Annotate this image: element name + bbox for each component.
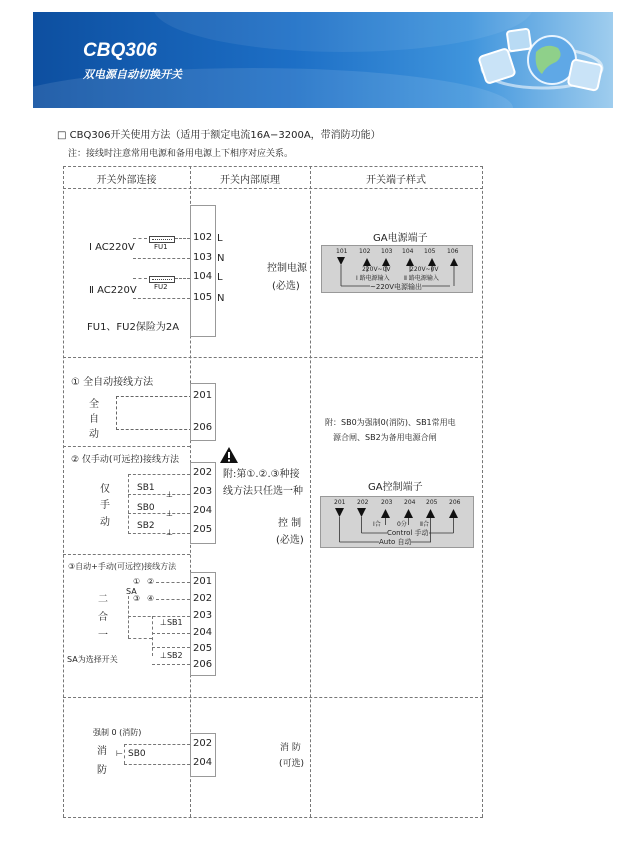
terminal-number: 205 <box>193 643 213 654</box>
wire <box>128 513 190 514</box>
switch-note: 附：SB0为强制0(消防)、SB1常用电 <box>325 418 456 427</box>
terminal-tag: L <box>217 233 223 244</box>
table-border <box>482 166 483 817</box>
selector-node: ④ <box>147 594 155 603</box>
selector-switch-note: SA为选择开关 <box>67 655 118 664</box>
source-1-label: Ⅰ AC220V <box>89 242 135 253</box>
fire-function-optional: (可选) <box>279 759 305 769</box>
ga-auto-label: Auto 自动 <box>379 538 412 546</box>
method-label-char: 自 <box>89 414 99 425</box>
method-label-char: 手 <box>100 500 110 511</box>
fuse-icon <box>149 236 175 243</box>
switch-contact-icon: ⊥ <box>166 528 173 537</box>
ga-position-label: Ⅰ合 <box>373 521 381 528</box>
terminal-tag: N <box>217 293 225 304</box>
wire <box>156 599 190 600</box>
wiring-note: 注：接线时注意常用电源和备用电源上下相序对应关系。 <box>68 149 294 159</box>
switch-contact-icon: ⊥ <box>166 490 173 499</box>
wire <box>133 238 147 239</box>
terminal-number: 204 <box>193 505 213 516</box>
switch-contact-icon: ⊥ <box>160 651 167 660</box>
terminal-number: 201 <box>193 576 213 587</box>
ga-terminal-number: 103 <box>381 248 393 255</box>
ga-terminal-number: 104 <box>402 248 414 255</box>
switch-contact-icon: ⊥ <box>160 618 167 627</box>
terminal-number: 104 <box>193 271 213 282</box>
ga-terminal-number: 204 <box>404 499 416 506</box>
wire <box>152 616 153 656</box>
terminal-number: 103 <box>193 252 213 263</box>
terminal-number: 202 <box>193 467 213 478</box>
ga-terminal-number: 105 <box>424 248 436 255</box>
control-label: 控 制 <box>278 518 302 529</box>
wire <box>175 278 190 279</box>
terminal-number: 102 <box>193 232 213 243</box>
terminal-number: 202 <box>193 738 213 749</box>
fire-label-char: 消 <box>97 746 107 757</box>
switch-label: SB0 <box>137 503 155 513</box>
terminal-number: 204 <box>193 757 213 768</box>
ga-terminal-number: 202 <box>357 499 369 506</box>
table-border <box>310 166 311 817</box>
fuse-label: FU2 <box>154 283 168 291</box>
terminal-number: 206 <box>193 422 213 433</box>
terminal-number: 205 <box>193 524 213 535</box>
method-label-char: 仅 <box>100 484 110 495</box>
ga-manual-label: Control 手动 <box>387 529 429 537</box>
terminal-tag: L <box>217 272 223 283</box>
wire <box>133 258 190 259</box>
switch-label-text: SB2 <box>166 651 183 660</box>
fire-label-char: 防 <box>97 765 107 776</box>
table-border <box>63 817 483 818</box>
wire <box>152 647 190 648</box>
method-3-title: ③自动+手动(可远控)接线方法 <box>68 562 177 571</box>
terminal-number: 202 <box>193 593 213 604</box>
selector-node: ② <box>147 577 155 586</box>
wire <box>124 764 190 765</box>
warning-icon <box>220 447 238 463</box>
fuse-icon <box>149 276 175 283</box>
control-power-label: 控制电源 <box>267 263 307 274</box>
ga-terminal-number: 201 <box>334 499 346 506</box>
ga-terminal-number: 106 <box>447 248 459 255</box>
product-subtitle: 双电源自动切换开关 <box>83 68 182 81</box>
wire <box>124 744 190 745</box>
fuse-note: FU1、FU2保险为2A <box>87 322 180 333</box>
switch-label: SB2 <box>137 521 155 531</box>
ga-position-label: Ⅱ合 <box>420 521 429 528</box>
ga-terminal-number: 206 <box>449 499 461 506</box>
wire <box>128 533 190 534</box>
wire <box>128 638 152 639</box>
wire <box>133 298 190 299</box>
ga-input-label: Ⅰ 路电源输入 <box>356 275 390 282</box>
table-border <box>63 357 483 358</box>
wire <box>128 474 190 475</box>
selector-node: ① <box>133 577 141 586</box>
auto-wiring-loop <box>116 396 192 430</box>
ga-power-terminal <box>321 245 473 293</box>
ga-terminal-number: 102 <box>359 248 371 255</box>
method-label-char: 一 <box>98 630 108 641</box>
ga-control-title: GA控制端子 <box>368 482 423 493</box>
ga-terminal-number: 101 <box>336 248 348 255</box>
terminal-number: 201 <box>193 390 213 401</box>
force-zero-label: 强制 0 (消防) <box>93 728 142 737</box>
switch-contact-icon: ⊥ <box>166 509 173 518</box>
header-banner <box>33 12 613 108</box>
ga-terminal-number: 205 <box>426 499 438 506</box>
switch-label: SB1 <box>137 483 155 493</box>
section-divider <box>63 554 190 555</box>
ga-voltage-label: 220V~0V <box>362 266 391 273</box>
source-2-label: Ⅱ AC220V <box>89 285 137 296</box>
wire <box>156 582 190 583</box>
terminal-number: 105 <box>193 292 213 303</box>
wire <box>152 664 190 665</box>
ga-power-title: GA电源端子 <box>373 233 428 244</box>
table-border <box>63 166 483 167</box>
terminal-number: 204 <box>193 627 213 638</box>
wire <box>133 278 147 279</box>
method-label-char: 动 <box>89 429 99 440</box>
terminal-number: 206 <box>193 659 213 670</box>
table-border <box>63 697 483 698</box>
section-divider <box>63 446 190 447</box>
control-required: (必选) <box>276 535 304 546</box>
switch-contact-icon: ⊢ <box>116 749 123 758</box>
table-border <box>63 166 64 817</box>
ga-voltage-label: 220V~0V <box>410 266 439 273</box>
method-label-char: 二 <box>98 594 108 605</box>
wire <box>128 616 190 617</box>
control-power-required: (必选) <box>272 281 300 292</box>
wire <box>124 744 125 764</box>
column-header: 开关内部原理 <box>220 175 280 186</box>
method-2-title: ② 仅手动(可远控)接线方法 <box>71 455 179 465</box>
switch-note: 源合闸、SB2为备用电源合闸 <box>333 433 437 442</box>
product-title: CBQ306 <box>83 40 157 61</box>
ga-output-label: ~220V电源输出 <box>370 283 423 291</box>
wire <box>152 633 190 634</box>
fire-function-label: 消 防 <box>280 743 301 753</box>
wire <box>128 596 129 638</box>
wire <box>128 494 190 495</box>
selector-switch-label: SA <box>126 587 137 596</box>
wire <box>175 238 190 239</box>
switch-label-text: SB1 <box>166 618 183 627</box>
selector-node: ③ <box>133 594 141 603</box>
warning-text: 线方法只任选一种 <box>223 486 303 497</box>
warning-text: 附:第①.②.③种接 <box>223 469 300 480</box>
switch-label: SB0 <box>128 749 146 759</box>
switch-label <box>160 618 183 627</box>
ga-terminal-number: 203 <box>381 499 393 506</box>
table-border <box>63 188 483 189</box>
ga-input-label: Ⅱ 路电源输入 <box>404 275 439 282</box>
switch-label <box>160 651 183 660</box>
method-label-char: 动 <box>100 517 110 528</box>
fuse-label: FU1 <box>154 243 168 251</box>
ga-control-terminal <box>320 496 474 548</box>
usage-heading: □ CBQ306开关使用方法（适用于额定电流16A−3200A，带消防功能） <box>57 130 381 141</box>
column-header: 开关外部连接 <box>96 175 157 186</box>
wire <box>128 474 129 534</box>
terminal-tag: N <box>217 253 225 264</box>
method-label-char: 合 <box>98 612 108 623</box>
terminal-number: 203 <box>193 486 213 497</box>
method-1-title: ① 全自动接线方法 <box>71 377 154 388</box>
terminal-number: 203 <box>193 610 213 621</box>
column-header: 开关端子样式 <box>366 175 426 186</box>
globe-logo-icon <box>472 22 607 102</box>
method-label-char: 全 <box>89 399 99 410</box>
ga-position-label: 0分 <box>397 521 407 528</box>
